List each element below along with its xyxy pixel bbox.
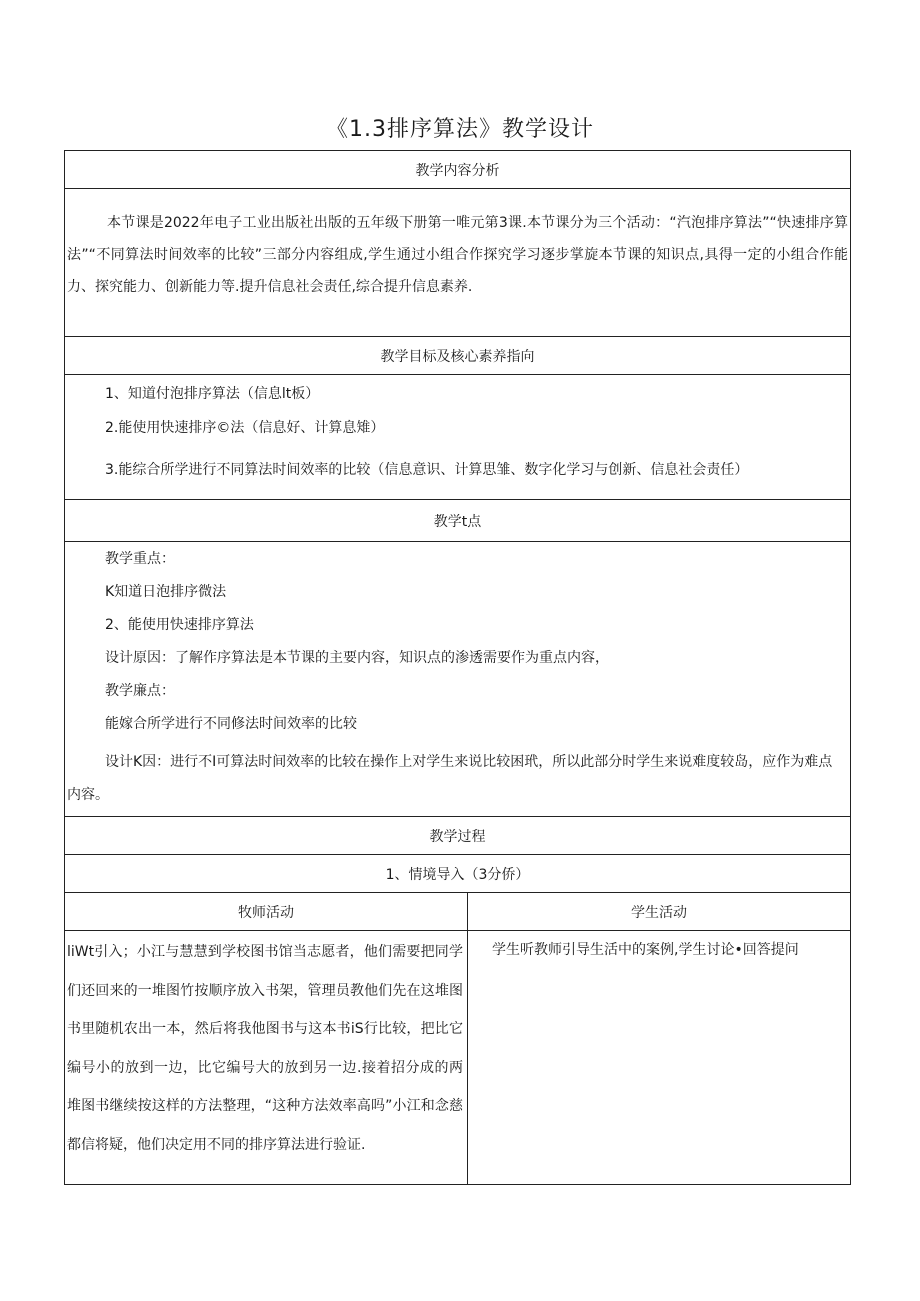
process-step-heading: 1、情境导入（3分侨）	[65, 855, 851, 893]
teacher-activity-text: liWt引入；小江与慧慧到学校图书馆当志愿者，他们需要把同学们还回来的一堆图竹按顺序放入书架，管理员教他们先在这堆图书里随机农出一本，然后将我他图书与这本书iS行比较，把比它编号小的放到一边，比它编号大的放到另一边.接着招分成的两堆图书继续按这样的方法整理，“这种方法效率高吗”小江和念慈都信将疑，他们决定用不同的排序算法进行验证.	[67, 944, 463, 1153]
content-analysis-cell	[65, 189, 851, 337]
objective-item: 2.能使用快速排序©法（信息好、计算息雉）	[105, 420, 385, 436]
student-activity-text: 学生听教师引导生活中的案例,学生讨论•回答提问	[492, 942, 799, 958]
key-point-line: 教学廉点：	[105, 683, 175, 699]
objective-item: 3.能综合所学进行不同算法时间效率的比较（信息意识、计算思雏、数字化学习与创新、信息社会责任）	[105, 462, 749, 478]
key-point-line: K知道日泡排序微法	[105, 584, 227, 600]
process-heading: 教学过程	[65, 817, 851, 855]
student-activity-heading: 学生活动	[468, 893, 851, 931]
objectives-cell	[65, 375, 851, 500]
key-point-line: 能嫁合所学进行不同修法时间效率的比较	[105, 716, 357, 732]
content-analysis-text: 本节课是2022年电子工业出版社出版的五年级下册第一唯元第3课.本节课分为三个活动：“汽泡排序算法”“快速排序算法”“不同算法时间效率的比较”三部分内容组成,学生通过小组合作探究学习逐步掌旋本节课的知识点,具得一定的小组合作能力、探究能力、创新能力等.提升信息社会责任,综合提升信息素养.	[67, 215, 848, 295]
key-point-line: 设计原因：了解作序算法是本节课的主要内容，知识点的渗透需要作为重点内容，	[105, 650, 609, 666]
key-points-cell	[65, 542, 851, 817]
key-point-line: 2、能使用快速排序算法	[105, 617, 254, 633]
objective-item: 1、知道付泡排序算法（信息lt板）	[105, 386, 320, 402]
key-points-heading: 教学t点	[65, 500, 851, 542]
key-point-reason: 设计K因：进行不I可算法时间效率的比较在操作上对学生来说比较困玳，所以此部分时学生来说难度较岛，应作为难点内容。	[67, 754, 833, 803]
content-analysis-heading: 教学内容分析	[65, 151, 851, 189]
document-title: 《1.3排序算法》教学设计	[326, 117, 594, 142]
student-activity-cell	[468, 931, 851, 1185]
teacher-activity-heading: 牧师活动	[65, 893, 468, 931]
lesson-plan-table	[64, 150, 851, 1185]
objectives-heading: 教学目标及核心素养指向	[65, 337, 851, 375]
key-point-line: 教学重点：	[105, 551, 175, 567]
teacher-activity-cell	[65, 931, 468, 1185]
